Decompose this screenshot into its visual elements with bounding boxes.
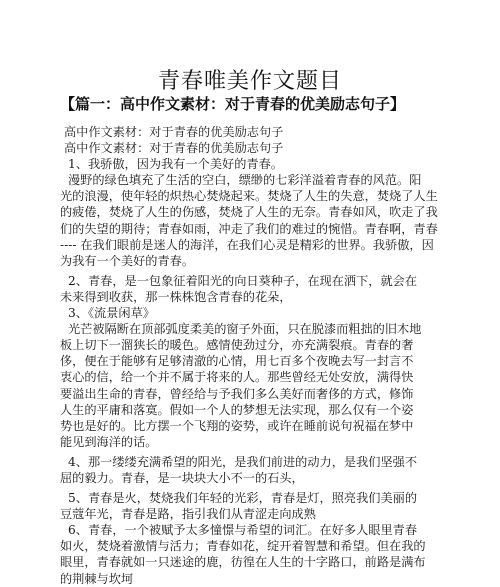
text-line: 板上切下一溜狭长的暖色。感情使劲过分，亦充满裂痕。青春的奢 <box>60 338 414 353</box>
text-line: 侈，便在于能够有足够清澈的心情，用七百多个夜晚去写一封言不 <box>60 354 414 369</box>
text-line: 6、青春，一个被赋予太多憧憬与希望的词汇。在好多人眼里青春 <box>68 523 418 538</box>
text-line: 的疲倦，焚烧了人生的伤感，焚烧了人生的无奈。青春如风，吹走了我 <box>60 205 438 220</box>
text-line: 高中作文素材：对于青春的优美励志句子 <box>64 125 284 139</box>
text-line: 未来得到收获，那一株株饱含青春的花朵， <box>60 289 292 304</box>
text-line: 豆蔻年光，青春是路，指引我们从青涩走向成熟 <box>60 507 316 522</box>
text-line: ---- 在我们眼前是迷人的海洋，在我们心灵是精彩的世界。我骄傲，因 <box>60 237 434 252</box>
text-line: 4、那一缕缕充满希望的阳光，是我们前进的动力，是我们坚强不 <box>68 454 418 469</box>
text-line: 的荆棘与坎坷 <box>60 571 134 586</box>
text-line: 势也是好的。比方摆一个飞翔的姿势，或许在睡前说句祝福在梦中 <box>60 418 414 433</box>
text-line: 光芒被隔断在顶部弧度柔美的窗子外面，只在脱漆而粗拙的旧木地 <box>68 322 422 337</box>
text-line: 们的失望的期待；青春如雨，冲走了我们的难过的惋惜。青春啊，青春 <box>60 221 438 236</box>
text-line: 衷心的信，给一个并不属于将来的人。那些曾经无处安放，满得快 <box>60 370 414 385</box>
text-line: 2、青春，是一包象征着阳光的向日葵种子，在现在洒下，就会在 <box>68 273 418 288</box>
section-heading: 【篇一：高中作文素材：对于青春的优美励志句子】 <box>60 95 406 113</box>
text-line: 高中作文素材：对于青春的优美励志句子 <box>64 141 284 156</box>
text-line: 光的浪漫，使年轻的炽热心焚烧起来。焚烧了人生的失意，焚烧了人生 <box>60 189 438 204</box>
text-line: 人生的平庸和落寞。假如一个人的梦想无法实现，那么仅有一个姿 <box>60 402 414 417</box>
text-line: 3、《流景闲草》 <box>68 306 155 321</box>
text-line: 5、青春是火，焚烧我们年轻的光彩，青春是灯，照亮我们美丽的 <box>68 491 418 506</box>
text-line: 1、我骄傲，因为我有一个美好的青春。 <box>68 157 283 172</box>
document-body <box>60 124 450 587</box>
text-line: 要溢出生命的青春，曾经给与予我们多么美好而奢侈的方式，修饰 <box>60 386 414 401</box>
text-line: 屈的毅力。青春，是一块块大小不一的石头， <box>60 470 304 485</box>
text-line: 为我有一个美好的青春。 <box>60 253 195 268</box>
page-title: 青春唯美作文题目 <box>157 69 342 94</box>
text-line: 如火，焚烧着激情与活力；青春如花，绽开着智慧和希望。但在我的 <box>60 539 426 554</box>
text-line: 漫野的绿色填充了生活的空白，缥缈的七彩洋溢着青春的风范。阳 <box>68 173 422 188</box>
text-line: 眼里，青春就如一只迷途的鹿，彷徨在人生的十字路口，前路是满布 <box>60 555 426 570</box>
text-line: 能见到海洋的话。 <box>60 434 158 449</box>
